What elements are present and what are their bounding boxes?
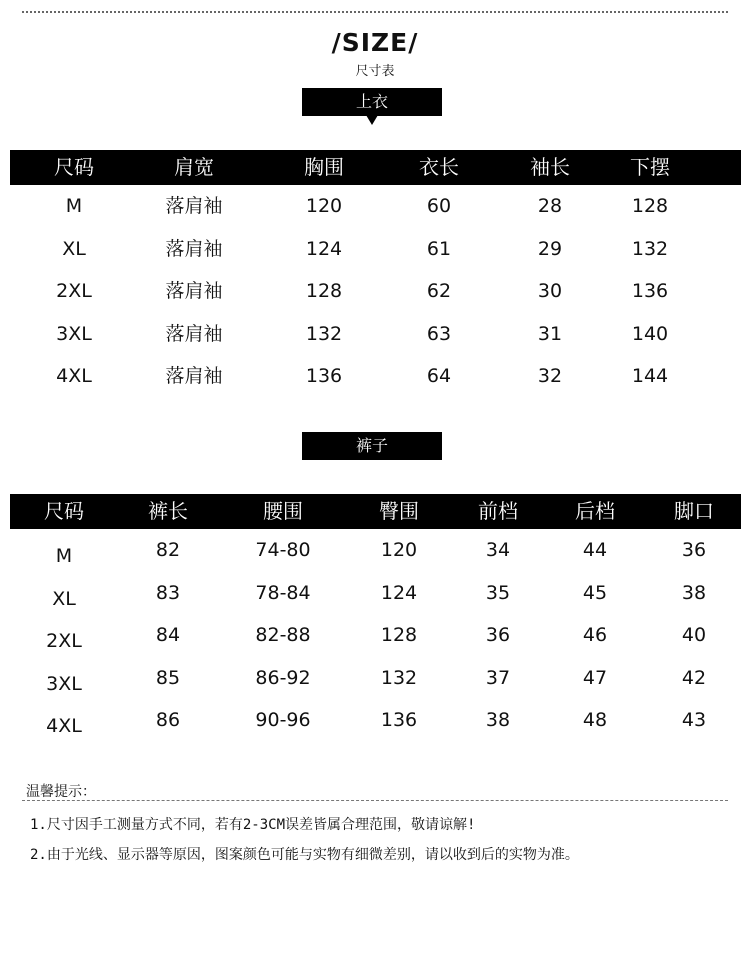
table-row [10,270,741,313]
table-row [10,699,741,742]
table-cell: 28 [537,195,563,217]
table-cell: 36 [485,624,511,646]
column-header: 肩宽 [174,155,214,179]
top-section-pointer [366,115,378,125]
table-cell: 48 [582,709,608,731]
table-cell: 3XL [46,672,82,695]
pants-table-body [10,529,741,742]
table-cell: 37 [485,666,511,689]
table-cell: 落肩袖 [165,365,223,387]
table-cell: 82-88 [255,624,311,646]
table-cell: 62 [426,280,452,302]
table-cell: 40 [681,624,707,646]
top-table-header [10,150,741,185]
table-cell: 4XL [46,715,82,737]
top-section-label [302,88,442,116]
table-cell: 128 [631,195,669,217]
top-size-table [10,150,741,398]
table-cell: 124 [305,237,343,260]
table-cell: 落肩袖 [165,280,223,302]
table-cell: 34 [485,539,511,561]
table-cell: M [65,195,83,217]
table-cell: 38 [681,581,707,604]
table-cell: 44 [582,539,608,561]
table-cell: 42 [681,666,707,689]
table-row [10,228,741,271]
top-dotted-divider [22,11,728,13]
table-cell: 84 [155,624,181,646]
table-cell: 29 [537,237,563,260]
table-cell: 132 [305,322,343,345]
notes-divider [22,800,728,801]
table-cell: 120 [305,195,343,217]
table-cell: 120 [380,539,418,561]
table-cell: 136 [305,365,343,387]
table-cell: 86 [155,709,181,731]
column-header: 后档 [575,499,615,523]
table-cell: 140 [631,322,669,345]
column-header: 下摆 [630,155,670,179]
table-cell: 82 [155,539,181,561]
table-cell: XL [52,587,76,610]
note-item-1: 1.尺寸因手工测量方式不同，若有2-3CM误差皆属合理范围，敬请谅解! [30,817,476,833]
column-header: 臀围 [379,499,419,523]
table-cell: 132 [631,237,669,260]
table-cell: 124 [380,581,418,604]
table-cell: 落肩袖 [165,237,223,260]
table-cell: 落肩袖 [165,322,223,345]
table-cell: 128 [380,624,418,646]
table-cell: 85 [155,666,181,689]
table-row [10,614,741,657]
column-header: 裤长 [148,499,188,523]
pants-table-header [10,494,741,529]
column-header: 脚口 [674,499,714,523]
table-cell: 144 [631,365,669,387]
top-section-label-text: 上衣 [355,92,388,111]
table-cell: 64 [426,365,452,387]
table-row [10,657,741,700]
table-row [10,313,741,356]
table-cell: 74-80 [255,539,311,561]
table-cell: 2XL [46,630,82,652]
table-cell: 35 [485,581,511,604]
table-cell: 90-96 [255,709,311,731]
table-cell: 3XL [56,322,92,345]
table-cell: 63 [426,322,452,345]
table-cell: 4XL [56,365,92,387]
table-row [10,185,741,228]
table-row [10,572,741,615]
page-subtitle: 尺寸表 [355,64,395,79]
pants-section-label-text: 裤子 [355,436,388,455]
table-cell: 132 [380,666,418,689]
column-header: 尺码 [54,155,94,179]
note-item-2: 2.由于光线、显示器等原因，图案颜色可能与实物有细微差别，请以收到后的实物为准。 [30,847,579,863]
table-cell: 128 [305,280,343,302]
table-cell: 45 [582,581,608,604]
table-cell: 60 [426,195,452,217]
table-cell: 落肩袖 [165,195,223,217]
table-cell: 32 [537,365,563,387]
table-cell: 136 [380,709,418,731]
table-cell: 43 [681,709,707,731]
table-cell: 36 [681,539,707,561]
table-cell: 86-92 [255,666,311,689]
table-cell: 78-84 [255,581,311,604]
table-cell: 83 [155,581,181,604]
table-cell: 46 [582,624,608,646]
pants-size-table [10,494,741,742]
notes-title: 温馨提示： [26,784,96,800]
table-cell: XL [62,237,86,260]
page-title: /SIZE/ [331,28,419,57]
column-header: 胸围 [304,155,344,179]
table-row [10,529,741,572]
table-cell: M [55,545,73,567]
top-table-body [10,185,741,398]
table-cell: 61 [426,237,452,260]
pants-section-label [302,432,442,460]
table-cell: 38 [485,709,511,731]
table-cell: 136 [631,280,669,302]
table-row [10,355,741,398]
table-cell: 47 [582,666,608,689]
column-header: 尺码 [44,499,84,523]
column-header: 前档 [478,499,518,523]
column-header: 衣长 [419,155,459,179]
table-cell: 30 [537,280,563,302]
table-cell: 31 [537,322,563,345]
table-cell: 2XL [56,280,92,302]
column-header: 袖长 [530,155,570,179]
column-header: 腰围 [263,499,303,523]
